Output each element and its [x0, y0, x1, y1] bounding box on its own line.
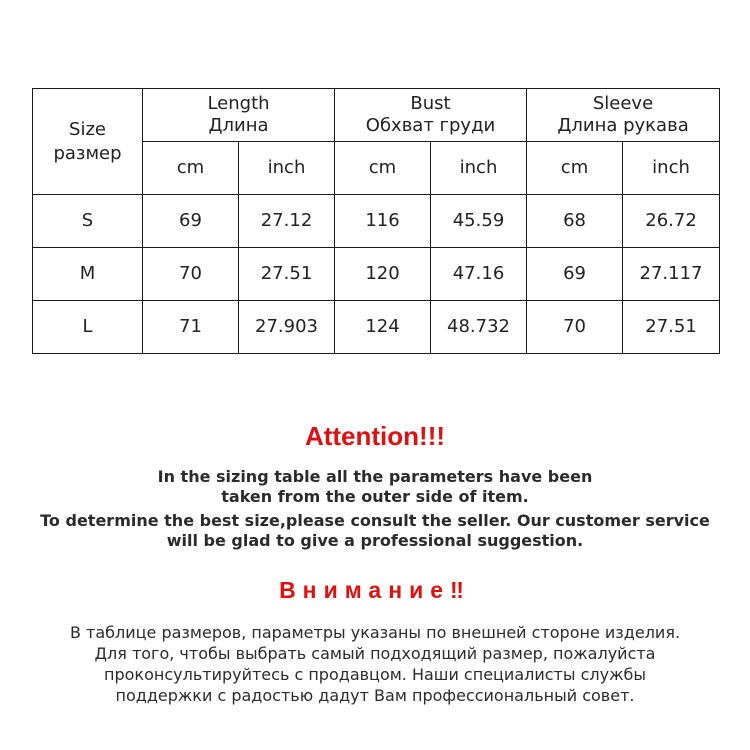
- notice-line: will be glad to give a professional suggestion.: [166, 531, 584, 550]
- table-cell: 116: [335, 195, 431, 248]
- attention-title-ru: Внимание‼: [279, 577, 471, 603]
- notice-line: проконсультируйтесь с продавцом. Наши специалисты службы: [104, 665, 646, 684]
- bust-header-en: Bust: [410, 93, 451, 114]
- length-group-header: [143, 89, 335, 142]
- unit-header: inch: [239, 142, 335, 195]
- notice-line: Для того, чтобы выбрать самый подходящий размер, пожалуйста: [94, 644, 656, 663]
- table-cell: 27.12: [239, 195, 335, 248]
- table-cell: 26.72: [623, 195, 720, 248]
- unit-header: cm: [335, 142, 431, 195]
- unit-header: cm: [527, 142, 623, 195]
- table-cell: 27.51: [623, 301, 720, 354]
- table-cell: 71: [143, 301, 239, 354]
- length-header-ru: Длина: [208, 115, 269, 136]
- length-header-en: Length: [207, 93, 270, 114]
- table-cell: 68: [527, 195, 623, 248]
- bust-header-ru: Обхват груди: [365, 115, 496, 136]
- size-column-header: [33, 89, 143, 195]
- notice-line: In the sizing table all the parameters have been: [157, 467, 593, 486]
- table-row: [33, 301, 720, 354]
- table-cell: 120: [335, 248, 431, 301]
- size-header-en: Size: [69, 118, 106, 140]
- size-label: S: [33, 195, 143, 248]
- notice-line: поддержки с радостью дадут Вам профессиональный совет.: [115, 686, 635, 705]
- sleeve-group-header: [527, 89, 720, 142]
- table-cell: 47.16: [431, 248, 527, 301]
- unit-header: inch: [431, 142, 527, 195]
- notice-paragraph-en: [0, 467, 750, 507]
- notice-paragraph-en: [0, 511, 750, 551]
- sleeve-header-ru: Длина рукава: [557, 115, 689, 136]
- unit-header: inch: [623, 142, 720, 195]
- notice-line: To determine the best size,please consult the seller. Our customer service: [40, 511, 710, 530]
- table-header-row: [33, 89, 720, 142]
- table-cell: 27.117: [623, 248, 720, 301]
- table-cell: 45.59: [431, 195, 527, 248]
- size-header-ru: размер: [53, 142, 122, 164]
- sleeve-header-en: Sleeve: [592, 93, 654, 114]
- table-cell: 124: [335, 301, 431, 354]
- table-cell: 48.732: [431, 301, 527, 354]
- size-label: M: [33, 248, 143, 301]
- size-chart-table: [32, 88, 720, 354]
- table-cell: 27.51: [239, 248, 335, 301]
- bust-group-header: [335, 89, 527, 142]
- table-row: [33, 248, 720, 301]
- table-cell: 69: [527, 248, 623, 301]
- table-cell: 69: [143, 195, 239, 248]
- table-cell: 70: [527, 301, 623, 354]
- attention-title-en: Attention!!!: [304, 421, 446, 451]
- unit-header: cm: [143, 142, 239, 195]
- table-cell: 27.903: [239, 301, 335, 354]
- notice-line: taken from the outer side of item.: [221, 487, 529, 506]
- size-label: L: [33, 301, 143, 354]
- table-cell: 70: [143, 248, 239, 301]
- notice-line: В таблице размеров, параметры указаны по внешней стороне изделия.: [69, 623, 681, 642]
- notice-paragraph-ru: [0, 622, 750, 706]
- table-row: [33, 195, 720, 248]
